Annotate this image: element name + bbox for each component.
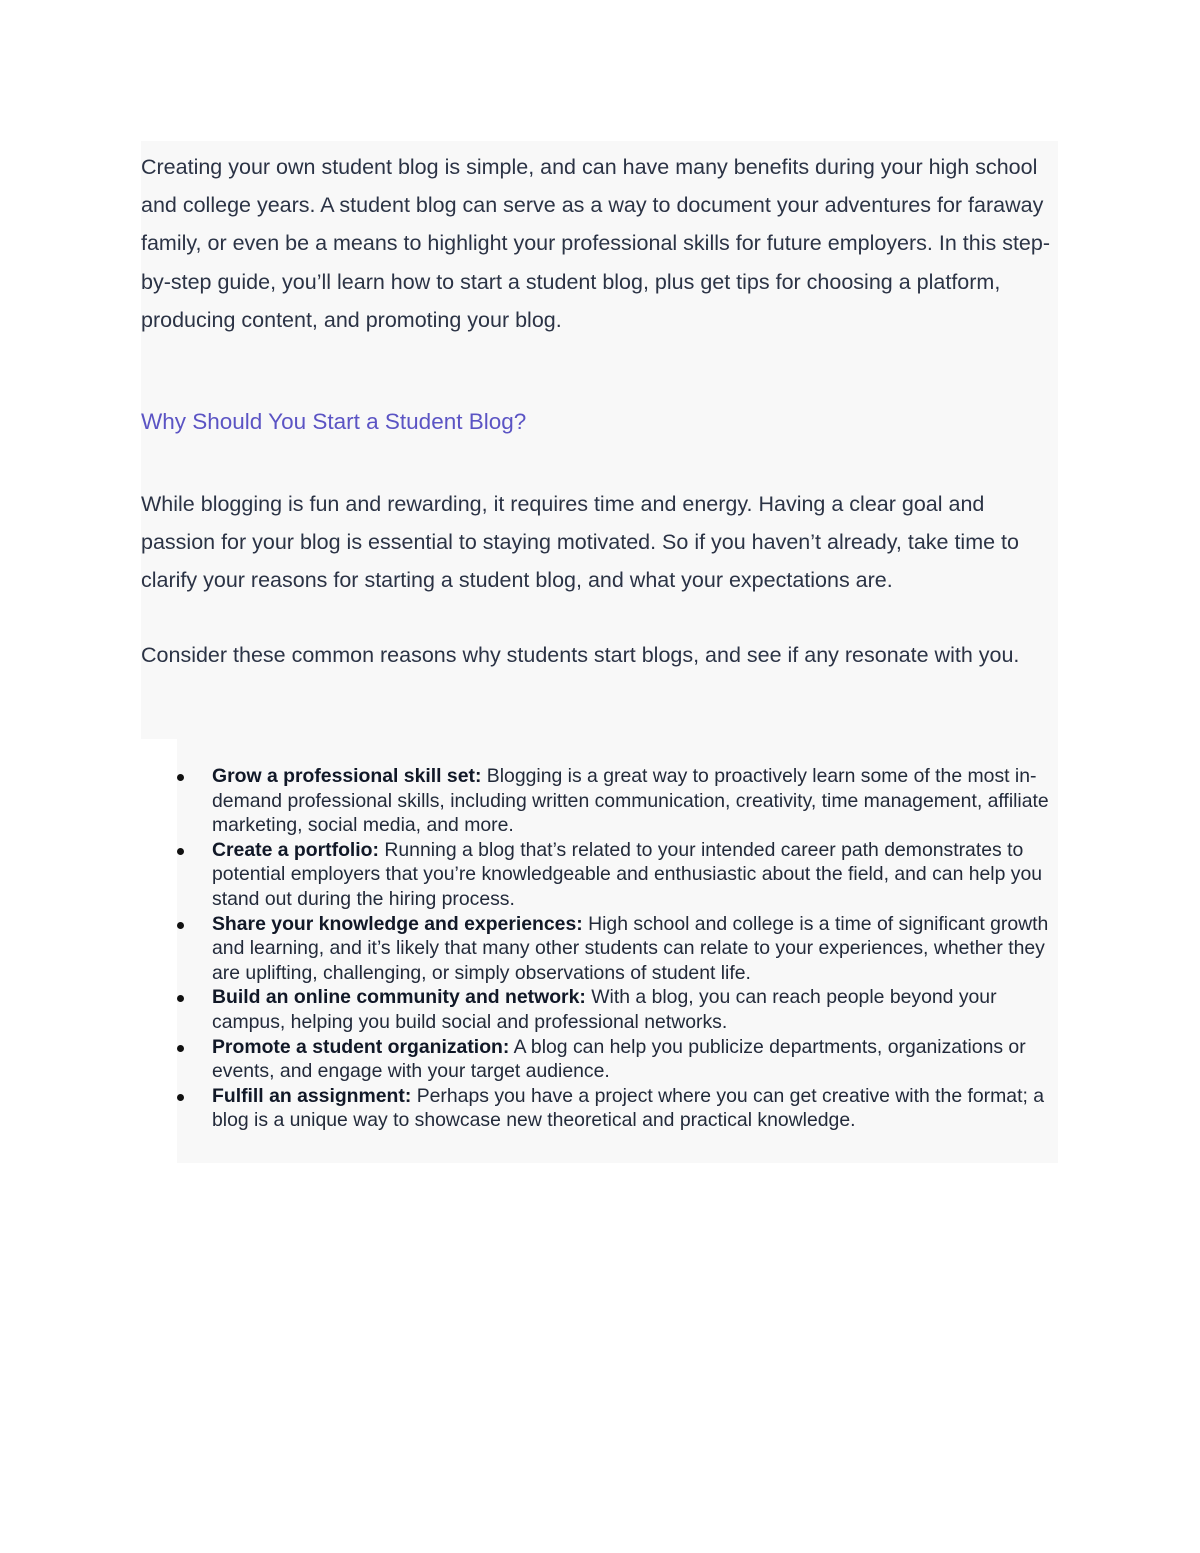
bullet-icon (177, 1045, 184, 1052)
section-heading: Why Should You Start a Student Blog? (141, 409, 527, 435)
reason-title: Grow a professional skill set: (212, 765, 482, 787)
bullet-icon (177, 922, 184, 929)
list-item (177, 764, 1058, 838)
bullet-icon (177, 1094, 184, 1101)
bullet-icon (177, 995, 184, 1002)
list-item (177, 1035, 1058, 1084)
reason-text: Running a blog that’s related to your intended career path demonstrates to potential employers that you’re knowledgeable and enthusiastic about the field, and can help you stand out during the hiring process. (212, 838, 1043, 910)
list-item (177, 912, 1058, 986)
list-item (177, 985, 1058, 1034)
article-body (141, 148, 1058, 674)
reason-text: A blog can help you publicize departments, organizations or events, and engage with your target audience. (212, 1035, 1026, 1083)
reasons-intro-paragraph: Consider these common reasons why students start blogs, and see if any resonate with you. (141, 642, 1020, 667)
reason-title: Fulfill an assignment: (212, 1084, 412, 1107)
reason-title: Promote a student organization: (212, 1035, 510, 1058)
reason-text: Perhaps you have a project where you can get creative with the format; a blog is a unique way to showcase new theoretical and practical knowledge. (212, 1084, 1045, 1132)
reason-text: With a blog, you can reach people beyond your campus, helping you build social and professional networks. (212, 986, 997, 1033)
intro-paragraph: Creating your own student blog is simple, and can have many benefits during your high school and college years. A student blog can serve as a way to document your adventures for faraway family, or even be a means to highlight your professional skills for future employers. In this step-by-step guide, you’ll learn how to start a student blog, plus get tips for choosing a platform, producing content, and promoting your blog. (141, 155, 1050, 332)
bullet-icon (177, 848, 184, 855)
list-item (177, 838, 1058, 912)
motivation-paragraph: While blogging is fun and rewarding, it requires time and energy. Having a clear goal and passion for your blog is essential to staying motivated. So if you haven’t already, take time to clarify your reasons for starting a student blog, and what your expectations are. (141, 492, 1019, 593)
reasons-list (177, 764, 1058, 1133)
reason-title: Share your knowledge and experiences: (212, 912, 583, 935)
reason-text: High school and college is a time of significant growth and learning, and it’s likely that many other students can relate to your experiences, whether they are uplifting, challenging, or simply observations of student life. (212, 912, 1049, 984)
reason-text: Blogging is a great way to proactively learn some of the most in-demand professional skills, including written communication, creativity, time management, affiliate marketing, social media, and more. (212, 765, 1049, 837)
reason-title: Build an online community and network: (212, 986, 586, 1009)
reason-title: Create a portfolio: (212, 838, 379, 861)
bullet-icon (177, 774, 184, 781)
list-item (177, 1084, 1058, 1133)
